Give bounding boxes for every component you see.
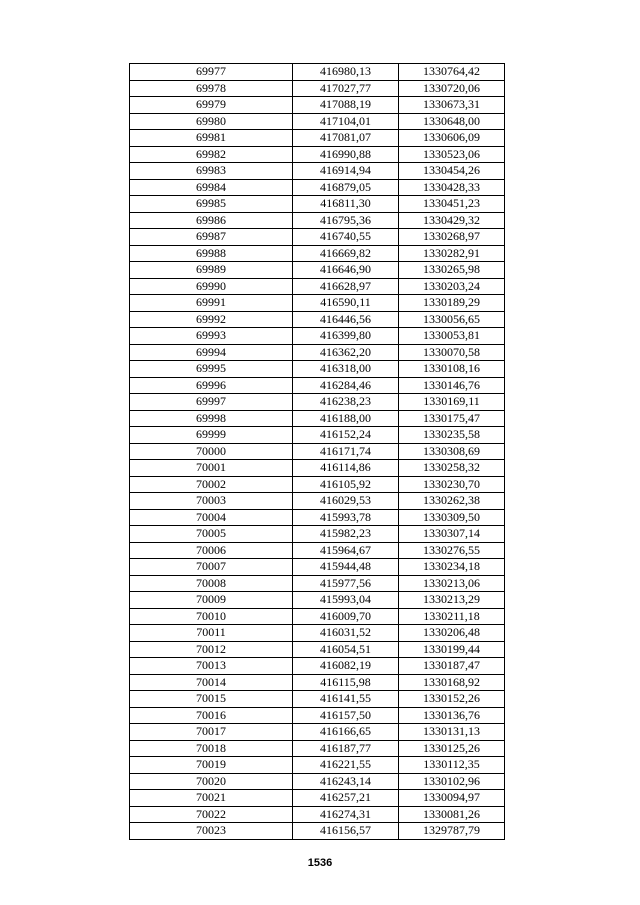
point-id-cell: 69991 [130, 295, 293, 312]
y-coordinate-cell: 1330606,09 [399, 130, 505, 147]
table-row [130, 526, 505, 543]
x-coordinate-cell: 416152,24 [293, 427, 399, 444]
y-coordinate-cell: 1330276,55 [399, 542, 505, 559]
y-coordinate-cell: 1330230,70 [399, 476, 505, 493]
point-id-cell: 69979 [130, 97, 293, 114]
x-coordinate-cell: 416628,97 [293, 278, 399, 295]
table-row [130, 691, 505, 708]
point-id-cell: 69990 [130, 278, 293, 295]
x-coordinate-cell: 415993,04 [293, 592, 399, 609]
y-coordinate-cell: 1330094,97 [399, 790, 505, 807]
x-coordinate-cell: 416990,88 [293, 146, 399, 163]
x-coordinate-cell: 416157,50 [293, 707, 399, 724]
point-id-cell: 70006 [130, 542, 293, 559]
y-coordinate-cell: 1330189,29 [399, 295, 505, 312]
point-id-cell: 70010 [130, 608, 293, 625]
point-id-cell: 69987 [130, 229, 293, 246]
table-row [130, 97, 505, 114]
point-id-cell: 69983 [130, 163, 293, 180]
y-coordinate-cell: 1330102,96 [399, 773, 505, 790]
point-id-cell: 69997 [130, 394, 293, 411]
x-coordinate-cell: 416166,65 [293, 724, 399, 741]
y-coordinate-cell: 1330268,97 [399, 229, 505, 246]
table-row [130, 427, 505, 444]
y-coordinate-cell: 1330282,91 [399, 245, 505, 262]
table-row [130, 806, 505, 823]
point-id-cell: 69977 [130, 64, 293, 81]
y-coordinate-cell: 1330428,33 [399, 179, 505, 196]
x-coordinate-cell: 416740,55 [293, 229, 399, 246]
x-coordinate-cell: 416914,94 [293, 163, 399, 180]
coordinates-table [129, 63, 505, 840]
y-coordinate-cell: 1330262,38 [399, 493, 505, 510]
y-coordinate-cell: 1330213,06 [399, 575, 505, 592]
table-row [130, 163, 505, 180]
y-coordinate-cell: 1330081,26 [399, 806, 505, 823]
y-coordinate-cell: 1330187,47 [399, 658, 505, 675]
table-row [130, 641, 505, 658]
table-row [130, 740, 505, 757]
x-coordinate-cell: 415944,48 [293, 559, 399, 576]
point-id-cell: 70019 [130, 757, 293, 774]
y-coordinate-cell: 1330146,76 [399, 377, 505, 394]
table-row [130, 773, 505, 790]
x-coordinate-cell: 416054,51 [293, 641, 399, 658]
point-id-cell: 69999 [130, 427, 293, 444]
table-row [130, 724, 505, 741]
point-id-cell: 70020 [130, 773, 293, 790]
point-id-cell: 70002 [130, 476, 293, 493]
y-coordinate-cell: 1330152,26 [399, 691, 505, 708]
y-coordinate-cell: 1330203,24 [399, 278, 505, 295]
x-coordinate-cell: 416811,30 [293, 196, 399, 213]
table-row [130, 80, 505, 97]
x-coordinate-cell: 416009,70 [293, 608, 399, 625]
x-coordinate-cell: 416318,00 [293, 361, 399, 378]
y-coordinate-cell: 1329787,79 [399, 823, 505, 840]
table-row [130, 245, 505, 262]
point-id-cell: 70008 [130, 575, 293, 592]
table-row [130, 674, 505, 691]
y-coordinate-cell: 1330673,31 [399, 97, 505, 114]
point-id-cell: 69981 [130, 130, 293, 147]
point-id-cell: 69980 [130, 113, 293, 130]
point-id-cell: 69998 [130, 410, 293, 427]
x-coordinate-cell: 416221,55 [293, 757, 399, 774]
table-row [130, 790, 505, 807]
table-row [130, 658, 505, 675]
table-row [130, 344, 505, 361]
point-id-cell: 69994 [130, 344, 293, 361]
y-coordinate-cell: 1330211,18 [399, 608, 505, 625]
y-coordinate-cell: 1330168,92 [399, 674, 505, 691]
y-coordinate-cell: 1330131,13 [399, 724, 505, 741]
point-id-cell: 69989 [130, 262, 293, 279]
table-row [130, 757, 505, 774]
x-coordinate-cell: 416156,57 [293, 823, 399, 840]
y-coordinate-cell: 1330454,26 [399, 163, 505, 180]
y-coordinate-cell: 1330213,29 [399, 592, 505, 609]
x-coordinate-cell: 416029,53 [293, 493, 399, 510]
x-coordinate-cell: 416446,56 [293, 311, 399, 328]
table-row [130, 311, 505, 328]
point-id-cell: 70009 [130, 592, 293, 609]
table-row [130, 328, 505, 345]
table-row [130, 377, 505, 394]
point-id-cell: 69993 [130, 328, 293, 345]
table-row [130, 542, 505, 559]
y-coordinate-cell: 1330235,58 [399, 427, 505, 444]
point-id-cell: 70012 [130, 641, 293, 658]
x-coordinate-cell: 415982,23 [293, 526, 399, 543]
x-coordinate-cell: 416257,21 [293, 790, 399, 807]
x-coordinate-cell: 417081,07 [293, 130, 399, 147]
y-coordinate-cell: 1330307,14 [399, 526, 505, 543]
x-coordinate-cell: 416362,20 [293, 344, 399, 361]
x-coordinate-cell: 416187,77 [293, 740, 399, 757]
point-id-cell: 69986 [130, 212, 293, 229]
y-coordinate-cell: 1330206,48 [399, 625, 505, 642]
x-coordinate-cell: 416188,00 [293, 410, 399, 427]
coordinates-table-body [130, 64, 505, 840]
table-row [130, 592, 505, 609]
x-coordinate-cell: 416031,52 [293, 625, 399, 642]
table-row [130, 476, 505, 493]
point-id-cell: 70023 [130, 823, 293, 840]
y-coordinate-cell: 1330764,42 [399, 64, 505, 81]
table-row [130, 410, 505, 427]
x-coordinate-cell: 417088,19 [293, 97, 399, 114]
y-coordinate-cell: 1330429,32 [399, 212, 505, 229]
x-coordinate-cell: 416399,80 [293, 328, 399, 345]
y-coordinate-cell: 1330108,16 [399, 361, 505, 378]
point-id-cell: 69996 [130, 377, 293, 394]
x-coordinate-cell: 416669,82 [293, 245, 399, 262]
x-coordinate-cell: 415977,56 [293, 575, 399, 592]
x-coordinate-cell: 416082,19 [293, 658, 399, 675]
point-id-cell: 69982 [130, 146, 293, 163]
x-coordinate-cell: 416141,55 [293, 691, 399, 708]
y-coordinate-cell: 1330199,44 [399, 641, 505, 658]
table-row [130, 823, 505, 840]
point-id-cell: 70005 [130, 526, 293, 543]
y-coordinate-cell: 1330112,35 [399, 757, 505, 774]
table-row [130, 394, 505, 411]
point-id-cell: 70011 [130, 625, 293, 642]
y-coordinate-cell: 1330308,69 [399, 443, 505, 460]
table-row [130, 113, 505, 130]
y-coordinate-cell: 1330169,11 [399, 394, 505, 411]
table-row [130, 295, 505, 312]
y-coordinate-cell: 1330451,23 [399, 196, 505, 213]
y-coordinate-cell: 1330053,81 [399, 328, 505, 345]
y-coordinate-cell: 1330720,06 [399, 80, 505, 97]
x-coordinate-cell: 417027,77 [293, 80, 399, 97]
x-coordinate-cell: 416115,98 [293, 674, 399, 691]
table-row [130, 64, 505, 81]
point-id-cell: 69978 [130, 80, 293, 97]
y-coordinate-cell: 1330125,26 [399, 740, 505, 757]
table-row [130, 625, 505, 642]
table-row [130, 278, 505, 295]
y-coordinate-cell: 1330070,58 [399, 344, 505, 361]
table-row [130, 262, 505, 279]
table-row [130, 575, 505, 592]
point-id-cell: 70013 [130, 658, 293, 675]
point-id-cell: 70015 [130, 691, 293, 708]
x-coordinate-cell: 417104,01 [293, 113, 399, 130]
point-id-cell: 70003 [130, 493, 293, 510]
x-coordinate-cell: 416238,23 [293, 394, 399, 411]
point-id-cell: 70022 [130, 806, 293, 823]
page-number: 1536 [307, 857, 333, 869]
y-coordinate-cell: 1330258,32 [399, 460, 505, 477]
point-id-cell: 69985 [130, 196, 293, 213]
table-row [130, 443, 505, 460]
table-row [130, 229, 505, 246]
x-coordinate-cell: 416980,13 [293, 64, 399, 81]
table-row [130, 146, 505, 163]
point-id-cell: 70016 [130, 707, 293, 724]
table-row [130, 179, 505, 196]
y-coordinate-cell: 1330056,65 [399, 311, 505, 328]
table-row [130, 460, 505, 477]
x-coordinate-cell: 416284,46 [293, 377, 399, 394]
point-id-cell: 69988 [130, 245, 293, 262]
x-coordinate-cell: 416171,74 [293, 443, 399, 460]
table-row [130, 361, 505, 378]
table-row [130, 196, 505, 213]
y-coordinate-cell: 1330523,06 [399, 146, 505, 163]
x-coordinate-cell: 415964,67 [293, 542, 399, 559]
point-id-cell: 70021 [130, 790, 293, 807]
table-row [130, 130, 505, 147]
y-coordinate-cell: 1330648,00 [399, 113, 505, 130]
table-row [130, 707, 505, 724]
x-coordinate-cell: 416114,86 [293, 460, 399, 477]
x-coordinate-cell: 416105,92 [293, 476, 399, 493]
x-coordinate-cell: 416590,11 [293, 295, 399, 312]
y-coordinate-cell: 1330309,50 [399, 509, 505, 526]
y-coordinate-cell: 1330175,47 [399, 410, 505, 427]
point-id-cell: 69995 [130, 361, 293, 378]
point-id-cell: 70018 [130, 740, 293, 757]
y-coordinate-cell: 1330234,18 [399, 559, 505, 576]
point-id-cell: 70000 [130, 443, 293, 460]
x-coordinate-cell: 416879,05 [293, 179, 399, 196]
point-id-cell: 70017 [130, 724, 293, 741]
y-coordinate-cell: 1330265,98 [399, 262, 505, 279]
point-id-cell: 69992 [130, 311, 293, 328]
point-id-cell: 70001 [130, 460, 293, 477]
x-coordinate-cell: 416274,31 [293, 806, 399, 823]
point-id-cell: 69984 [130, 179, 293, 196]
point-id-cell: 70014 [130, 674, 293, 691]
x-coordinate-cell: 415993,78 [293, 509, 399, 526]
point-id-cell: 70007 [130, 559, 293, 576]
table-row [130, 212, 505, 229]
point-id-cell: 70004 [130, 509, 293, 526]
table-row [130, 608, 505, 625]
y-coordinate-cell: 1330136,76 [399, 707, 505, 724]
table-row [130, 559, 505, 576]
x-coordinate-cell: 416243,14 [293, 773, 399, 790]
table-row [130, 493, 505, 510]
x-coordinate-cell: 416795,36 [293, 212, 399, 229]
x-coordinate-cell: 416646,90 [293, 262, 399, 279]
table-row [130, 509, 505, 526]
